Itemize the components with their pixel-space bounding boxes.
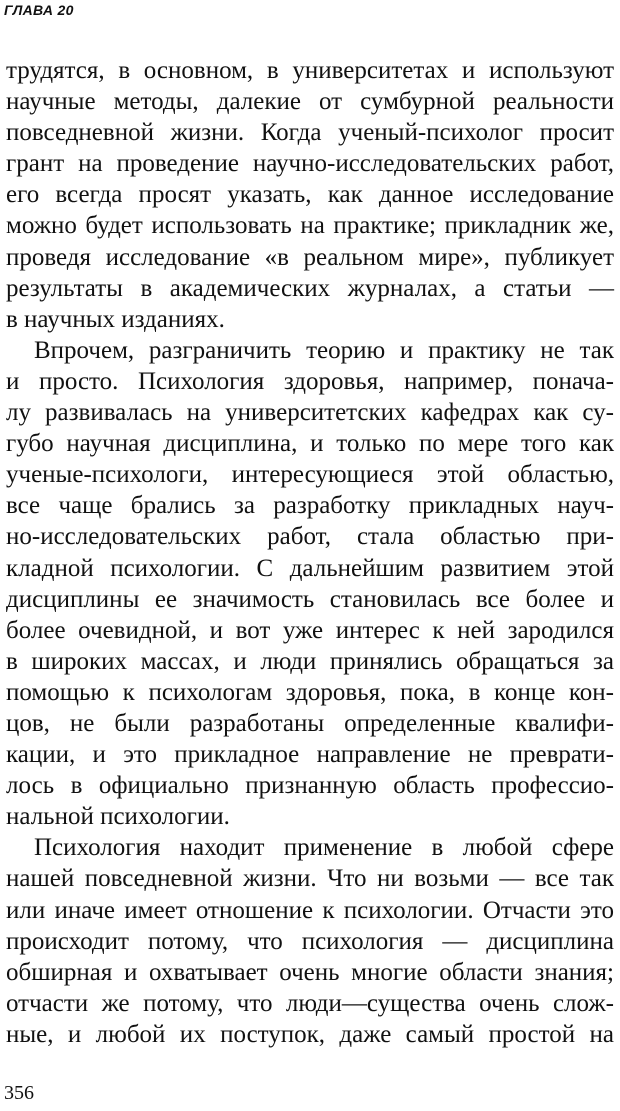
text-line: результаты в академических журналах, а статьи — [6,274,614,302]
text-line: грант на проведение научно-исследовательских работ, [6,150,614,178]
text-line: проведя исследование «в реальном мире», публикует [6,243,614,271]
text-line: и просто. Психология здоровья, например, понача- [6,367,614,395]
text-line: все чаще брались за разработку прикладных науч- [6,492,614,520]
text-line: ученые-психологи, интересующиеся этой областью, [6,461,614,489]
text-line: губо научная дисциплина, и только по мере того как [6,430,614,458]
text-line: цов, не были разработаны определенные квалифи- [6,709,614,737]
body-text [6,55,614,1050]
page-number: 356 [4,1082,34,1104]
text-line: более очевидной, и вот уже интерес к ней зародился [6,616,614,644]
text-line: обширная и охватывает очень многие области знания; [6,958,614,986]
text-line: нальной психологии. [6,803,230,831]
text-line: или иначе имеет отношение к психологии. Отчасти это [6,896,614,924]
text-line: в научных изданиях. [6,305,225,333]
text-line: нашей повседневной жизни. Что ни возьми — все так [6,865,614,893]
text-line: отчасти же потому, что люди—существа очень слож- [6,989,614,1017]
text-line: кладной психологии. С дальнейшим развитием этой [6,554,614,582]
text-line: происходит потому, что психология — дисциплина [6,927,614,955]
text-line: но-исследовательских работ, стала областью при- [6,523,614,551]
text-line: научные методы, далекие от сумбурной реальности [6,88,614,116]
paragraph [6,832,614,1050]
running-head: ГЛАВА 20 [4,2,74,18]
text-line: в широких массах, и люди принялись обращаться за [6,647,614,675]
text-line: Впрочем, разграничить теорию и практику не так [34,336,614,364]
text-line: лось в официально признанную область профессио- [6,772,614,800]
text-line: его всегда просят указать, как данное исследование [6,181,614,209]
text-line: кации, и это прикладное направление не преврати- [6,741,614,769]
text-line: можно будет использовать на практике; прикладник же, [6,212,614,240]
text-line: лу развивалась на университетских кафедрах как су- [6,399,614,427]
paragraph [6,55,614,335]
text-line: повседневной жизни. Когда ученый-психолог просит [6,119,614,147]
text-line: помощью к психологам здоровья, пока, в конце кон- [6,678,614,706]
text-line: Психология находит применение в любой сфере [34,834,614,862]
text-line: дисциплины ее значимость становилась все более и [6,585,614,613]
text-line: ные, и любой их поступок, даже самый простой на [6,1020,614,1048]
text-line: трудятся, в основном, в университетах и используют [6,57,614,84]
paragraph [6,335,614,833]
